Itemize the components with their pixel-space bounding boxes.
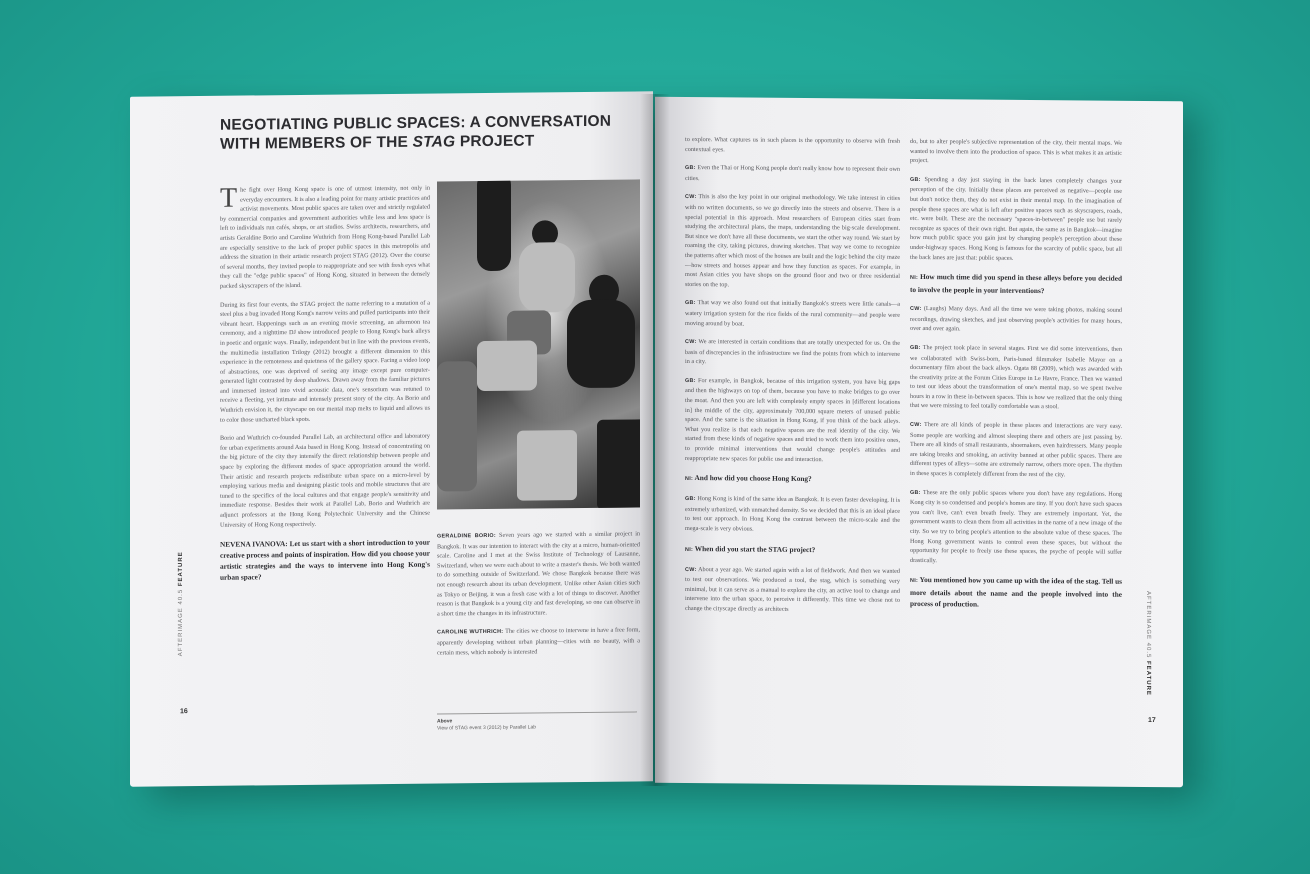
answer-1b-speaker: CAROLINE WUTHRICH: [437, 629, 504, 636]
intro-column [220, 184, 430, 592]
speaker-initials: CW: [685, 566, 697, 573]
question-1 [220, 537, 430, 583]
interview-text: to explore. What captures us in such places is the opportunity to observe with fresh contextual eyes. [685, 135, 900, 153]
interview-text: The project took place in several stages. First we did some interventions, then we collaborated with Swiss-born, Paris-based filmmaker Isabelle Mayor on a documentary film about the back alleys. Ogata 88 (2009), which was awarded with the creativity prize at the Forum Cities Europe in Le Havre, France. Then we wanted to test our ideas about the transformation of one's mental map, so we spent twelve hours in a row in these in-between spaces. This is how we realized that the only thing that we were missing to feel totally comfortable was a stool. [910, 343, 1122, 411]
interview-text: For example, in Bangkok, because of this irrigation system, you have big gaps and then the highways on top of them, because you have to make bridges to go over the moat. And then you are left with completely empty spaces in [different locations in] the middle of the city, approximately 700,000 square meters of unused public space. And the same is the situation in Hong Kong, if you think of the back alleys. What you realize is that each negative spaces are the real identity of the city. We started from these kinds of negative spaces and tried to work them into positive ones, to provide minimal interventions that would change people's attitudes and reappropriate new spaces for public use and interaction. [685, 376, 900, 463]
speaker-initials: GB: [685, 165, 696, 172]
interview-answer [910, 137, 1122, 168]
interview-answer [910, 175, 1122, 264]
interview-text: do, but to alter people's subjective representation of the city, their mental maps. We wanted to involve them into the production of space. This is what makes it an artistic project. [910, 137, 1122, 165]
speaker-initials: CW: [685, 194, 697, 201]
interview-text: These are the only public spaces where you don't have any regulations. Hong Kong city is so condensed and people's homes are tiny. If you don't have such spaces you can't live, can't even breath freely. They are extremely important. Yet, the government wants to clean them from all activities in the name of a new image of the city. So we try to bring people's attention to the absolute value of these spaces. The Hong Kong government wants to control even these spaces, but without the opportunity for people to freely use these spaces, the psyche of people will suffer drastically. [910, 488, 1123, 564]
interview-answer [685, 135, 900, 156]
caption-text: View of STAG event 3 (2012) by Parallel Lab [437, 724, 537, 732]
interview-text: When did you start the STAG project? [694, 543, 816, 554]
interview-answer [685, 494, 900, 535]
drop-cap: T [220, 182, 238, 214]
interview-text: (Laughs) Many days. And all the time we were taking photos, making sound recordings, drawing sketches, and just observing people's activities for many hours, over and over again. [910, 305, 1123, 333]
stag-event-photo [437, 179, 640, 509]
question-1-text: Let us start with a short introduction to your creative process and points of inspiration. How did you choose your artistic strategies and the ways to intervene into Hong Kong's urban space? [220, 537, 430, 582]
interview-text: Hong Kong is kind of the same idea as Bangkok. It is even faster developing. It is extremely urbanized, with unmatched density. So we decided that this is an ideal place to test our approach. In Hong Kong the contrast between the micro-scale and the mega-scale is very obvious. [685, 495, 900, 533]
speaker-initials: GB: [685, 300, 696, 307]
intro-paragraph-3: Borio and Wuthrich co-founded Parallel Lab, an architectural office and laboratory for urban experiments around Asia based in Hong Kong. Instead of concentrating on the big picture of the city they intensify the direct relationship between people and space by exploring the different modes of space appropriation around the world. Their artistic and research projects redistribute urban space on a micro-level by employing various media and designing plastic tools and mobile structures that are tuned to the specifics of the local cultures and that engage people's sensitivity and immediate response. Besides their work at Parallel Lab, Borio and Wuthrich are adjunct professors at the Hong Kong Polytechnic University and the Chinese University of Hong Kong respectively. [220, 432, 430, 529]
article-headline [220, 111, 640, 153]
photo-figure-body-2 [567, 299, 635, 388]
headline-line-1: NEGOTIATING PUBLIC SPACES: A CONVERSATION [220, 112, 612, 134]
interview-answer [910, 488, 1122, 568]
speaker-initials: NI: [910, 578, 919, 585]
caption-title: Above [437, 718, 453, 725]
interview-text: You mentioned how you came up with the idea of the stag. Tell us more details about the name and the people involved into the process of production. [910, 575, 1122, 609]
speaker-initials: GB: [685, 496, 696, 503]
intro-text-1: he fight over Hong Kong space is one of utmost intensity, not only in everyday encounters. It is also a leading point for many artistic practices and activist movements. Most public spaces are taken over and strictly regulated by commercial companies and government authorities while less and less space is left to individuals run cafés, shops, or art studios. Swiss architects, researchers, and artists Geraldine Borio and Caroline Wuthrich from Hong Kong-based Parallel Lab are especially sensitive to the lack of proper public spaces in this metropolis and address the situation in their artistic research project STAG (2012). Over the course of several months, they invited people to reappropriate and see with fresh eyes what they call the "edge public spaces" of Hong Kong, situated in between the densely packed skyscrapers of the island. [220, 184, 430, 290]
interview-answer [685, 565, 900, 616]
speaker-initials: GB: [910, 344, 921, 351]
interview-text: This is also the key point in our original methodology. We take interest in cities with no written documents, so we go directly into the streets and observe. There is a special potential in this approach. Most researchers of European cities start from studying the architectural plans, the maps, understanding the big-scale development. But since we don't have all these documents, we start the other way round. We start by roaming the city, taking pictures, drawing sketches. That way we come to recognize the patterns after which most of the houses are built and the logic behind the city maze—how streets and houses appear and how they function as spaces. For example, in most Asian cities you have shops on the ground floor and two or three residential stories on the top. [685, 193, 901, 289]
speaker-initials: GB: [685, 377, 696, 384]
interview-question [685, 472, 900, 487]
interview-answer [685, 298, 900, 330]
right-page [655, 97, 1183, 788]
interview-answer [685, 376, 900, 465]
interview-question [685, 543, 900, 558]
interview-text: Even the Thai or Hong Kong people don't really know how to represent their own cities. [685, 164, 901, 182]
interview-answer [685, 163, 900, 185]
photo-caption [437, 711, 637, 732]
headline-line-2a: WITH MEMBERS OF THE [220, 133, 409, 153]
answer-1-speaker: GERALDINE BORIO: [437, 532, 496, 540]
interview-text: That way we also found out that initially Bangkok's streets were little canals—a watery irrigation system for the rice fields of the rural community—and people were moving around by boat. [685, 299, 900, 327]
interview-answer [910, 304, 1122, 336]
intro-paragraph-1 [220, 184, 430, 292]
speaker-initials: NI: [685, 476, 694, 483]
photo-table [477, 340, 537, 391]
page-number-left: 16 [180, 708, 188, 716]
intro-paragraph-2: During its first four events, the STAG project the name referring to a mutation of a steel plus a bug invaded Hong Kong's narrow veins and pulled participants into their vibrant heart. Happenings such as an evening movie screening, an afternoon tea ceremony, and a nighttime DJ show introduced people to Hong Kong's back alleys in poetic and organic ways. Finally, independent but in line with the previous events, the multimedia installation Trilogy (2012) brought a different dimension to this experience in the remoteness and quietness of the gallery space. Facing a video loop of abstractions, one was deprived of seeing any image except pure computer-generated light contrasted by deep shadows. Drawn away from the familiar pictures and immersed instead into vivid acoustic data, one's sensorium was retuned to receive a fleeting, yet intimate and intensely present story of the city. As Borio and Wuthrich envision it, the cityscape on our mental map melts to liquid and allows us to color those uncharted black spots. [220, 299, 430, 424]
interview-question [910, 271, 1122, 297]
interview-answer [685, 337, 900, 369]
left-page [130, 91, 653, 786]
interview-text: We are interested in certain conditions that are totally unexpected for us. On the basis of discrepancies in the infrastructure we find the points from which to intervene in a city. [685, 338, 900, 366]
photo-figure-right [597, 419, 640, 509]
headline-italic: STAG [412, 133, 456, 151]
interview-question [910, 574, 1122, 611]
right-column-2 [910, 137, 1122, 620]
answer-1b [437, 626, 640, 658]
question-1-speaker: NEVENA IVANOVA: [220, 539, 288, 549]
answer-1b-text: The cities we choose to intervene in have a free form, apparently developing without urban planning—cities with no beauty, with a certain mess, which nobody is interested [437, 626, 640, 657]
photo-figure-body-1 [519, 242, 575, 313]
answer-column [437, 529, 640, 666]
interview-answer [910, 343, 1122, 413]
photo-bag [517, 430, 577, 501]
interview-text: And how did you choose Hong Kong? [694, 473, 812, 484]
answer-1 [437, 529, 640, 618]
interview-answer [910, 420, 1122, 480]
running-head-right: AFTERIMAGE 40.5 FEATURE [1145, 590, 1151, 696]
interview-text: How much time did you spend in these alleys before you decided to involve the people in your interventions? [910, 272, 1123, 296]
speaker-initials: NI: [910, 275, 919, 282]
headline-line-2b: PROJECT [459, 132, 535, 151]
speaker-initials: GB: [910, 176, 921, 183]
speaker-initials: CW: [910, 421, 922, 429]
photo-figure-standing [477, 179, 511, 271]
right-column-1 [685, 135, 900, 624]
interview-text: Spending a day just staying in the back lanes completely changes your perception of the city. Initially these places are perceived as negative—people use but don't notice them, they do not exist in their mental map. In the imagination of people these spaces are what is left after positive spaces such as skyscrapers, roads, etc. were built. These are the necessary "spaces-in-between" people use but rarely recognize as spaces of their own right. But again, the same as in Bangkok—imagine how much public space you gain just by changing people's perception about these under-highway spaces. Hong Kong is famous for the scarcity of public space, but all the back lanes are just that: public spaces. [910, 175, 1122, 262]
interview-text: There are all kinds of people in these places and interactions are very easy. Some people are working and almost sleeping there and others are just passing by. There are all kinds of small restaurants, shoemakers, even hairdressers. Many people are taking breaks and smoking, an activity banned at other public spaces. There are different types of alleys—some are extremely narrow, others more open. The rhythm in these spaces is completely different from the rest of the city. [910, 421, 1122, 479]
answer-1-text: Seven years ago we started with a similar project in Bangkok. It was our intention to interact with the city at a micro, human-oriented scale. Caroline and I met at the Swiss Institute of Technology of Lausanne, Switzerland, when we were each about to write a master's thesis. We both wanted to do something outside of Switzerland. We chose Bangkok because there was not enough research about its urban development. Unlike other Asian cities such as Tokyo or Beijing, it was a fresh case with a lot of things to discover. Another reason is that Bangkok is a young city and fast developing, so one can observe in a short time the changes in its infrastructure. [437, 530, 641, 618]
interview-text: About a year ago. We started again with a lot of fieldwork. And then we wanted to test our observations. We produced a tool, the stag, which is something very minimal, but it can serve as a manual to explore the city, an active tool to change and intervene into the urban space, to perceive it differently. This time we chose not to change the cityscape directly as architects [685, 565, 900, 613]
speaker-initials: NI: [685, 546, 694, 553]
running-head-left: AFTERIMAGE 40.5 FEATURE [178, 551, 184, 657]
photo-figure-left [437, 361, 477, 491]
speaker-initials: CW: [910, 306, 922, 313]
page-number-right: 17 [1148, 716, 1156, 725]
speaker-initials: CW: [685, 339, 697, 346]
interview-answer [685, 192, 900, 291]
speaker-initials: GB: [910, 489, 921, 496]
